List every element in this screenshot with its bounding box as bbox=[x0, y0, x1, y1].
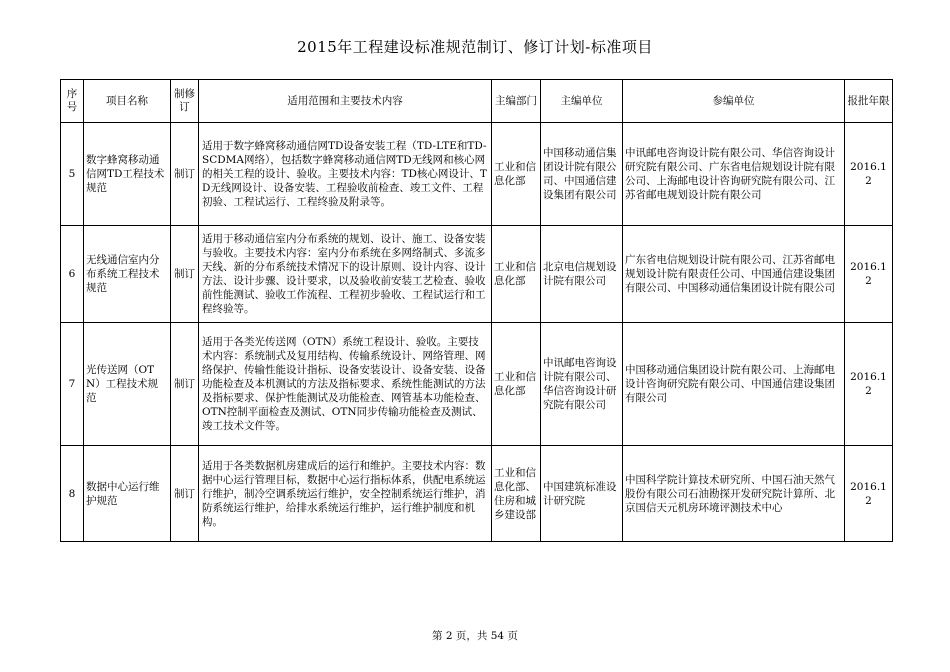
row-editor: 中讯邮电咨询设计院有限公司、华信咨询设计研究院有限公司 bbox=[541, 323, 623, 446]
row-name: 无线通信室内分布系统工程技术规范 bbox=[84, 226, 171, 323]
standards-table bbox=[60, 79, 893, 542]
header-name: 项目名称 bbox=[84, 80, 171, 123]
header-scope: 适用范围和主要技术内容 bbox=[199, 80, 492, 123]
header-participants: 参编单位 bbox=[623, 80, 845, 123]
header-dept: 主编部门 bbox=[492, 80, 541, 123]
row-year: 2016.12 bbox=[845, 123, 893, 226]
row-dept: 工业和信息化部 bbox=[492, 226, 541, 323]
row-index: 6 bbox=[61, 226, 84, 323]
row-name: 数据中心运行维护规范 bbox=[84, 446, 171, 542]
row-editor: 中国建筑标准设计研究院 bbox=[541, 446, 623, 542]
row-year: 2016.12 bbox=[845, 226, 893, 323]
page-footer: 第 2 页，共 54 页 bbox=[432, 630, 518, 642]
table-row bbox=[61, 446, 893, 542]
row-year: 2016.12 bbox=[845, 446, 893, 542]
row-participants: 中国科学院计算技术研究所、中国石油天然气股份有限公司石油勘探开发研究院计算所、北京国信天元机房环境评测技术中心 bbox=[623, 446, 845, 542]
row-type: 制订 bbox=[171, 226, 199, 323]
row-index: 8 bbox=[61, 446, 84, 542]
row-editor: 北京电信规划设计院有限公司 bbox=[541, 226, 623, 323]
header-index: 序号 bbox=[61, 80, 84, 123]
row-participants: 中讯邮电咨询设计院有限公司、华信咨询设计研究院有限公司、广东省电信规划设计院有限公司、上海邮电设计咨询研究院有限公司、江苏省邮电规划设计院有限公司 bbox=[623, 123, 845, 226]
page-title: 2015年工程建设标准规范制订、修订计划-标准项目 bbox=[297, 38, 653, 56]
table-row bbox=[61, 226, 893, 323]
row-name: 光传送网（OTN）工程技术规范 bbox=[84, 323, 171, 446]
row-index: 7 bbox=[61, 323, 84, 446]
row-dept: 工业和信息化部、住房和城乡建设部 bbox=[492, 446, 541, 542]
header-editor: 主编单位 bbox=[541, 80, 623, 123]
row-scope: 适用于数字蜂窝移动通信网TD设备安装工程（TD-LTE和TD-SCDMA网络），包括数字蜂窝移动通信网TD无线网和核心网的相关工程的设计、验收。主要技术内容：TD核心网设计、TD无线网设计、设备安装、工程验收前检查、竣工文件、工程初验、工程试运行、工程终验及附录等。 bbox=[199, 123, 492, 226]
row-type: 制订 bbox=[171, 123, 199, 226]
row-dept: 工业和信息化部 bbox=[492, 123, 541, 226]
header-row bbox=[61, 80, 893, 123]
row-type: 制订 bbox=[171, 446, 199, 542]
row-scope: 适用于各类光传送网（OTN）系统工程设计、验收。主要技术内容：系统制式及复用结构、传输系统设计、网络管理、网络保护、传输性能设计指标、设备安装设计、设备安装、设备功能检查及本机测试的方法及指标要求、系统性能测试的方法及指标要求、保护性能测试及功能检查、网管基本功能检查、OTN控制平面检查及测试、OTN同步传输功能检查及测试、竣工技术文件等。 bbox=[199, 323, 492, 446]
table-row bbox=[61, 323, 893, 446]
row-year: 2016.12 bbox=[845, 323, 893, 446]
row-editor: 中国移动通信集团设计院有限公司、中国通信建设集团有限公司 bbox=[541, 123, 623, 226]
row-participants: 中国移动通信集团设计院有限公司、上海邮电设计咨询研究院有限公司、中国通信建设集团有限公司 bbox=[623, 323, 845, 446]
row-name: 数字蜂窝移动通信网TD工程技术规范 bbox=[84, 123, 171, 226]
row-index: 5 bbox=[61, 123, 84, 226]
row-type: 制订 bbox=[171, 323, 199, 446]
header-year: 报批年限 bbox=[845, 80, 893, 123]
row-dept: 工业和信息化部 bbox=[492, 323, 541, 446]
row-participants: 广东省电信规划设计院有限公司、江苏省邮电规划设计院有限责任公司、中国通信建设集团有限公司、中国移动通信集团设计院有限公司 bbox=[623, 226, 845, 323]
row-scope: 适用于移动通信室内分布系统的规划、设计、施工、设备安装与验收。主要技术内容：室内分布系统在多网络制式、多流多天线、新的分布系统技术情况下的设计原则、设计内容、设计方法、设计步骤、设计要求，以及验收前安装工艺检查、验收前性能测试、验收工作流程、工程初步验收、工程试运行和工程终验等。 bbox=[199, 226, 492, 323]
header-type: 制修订 bbox=[171, 80, 199, 123]
row-scope: 适用于各类数据机房建成后的运行和维护。主要技术内容：数据中心运行管理目标，数据中心运行指标体系，供配电系统运行维护，制冷空调系统运行维护，安全控制系统运行维护，消防系统运行维护，给排水系统运行维护，运行维护制度和机构。 bbox=[199, 446, 492, 542]
table-row bbox=[61, 123, 893, 226]
